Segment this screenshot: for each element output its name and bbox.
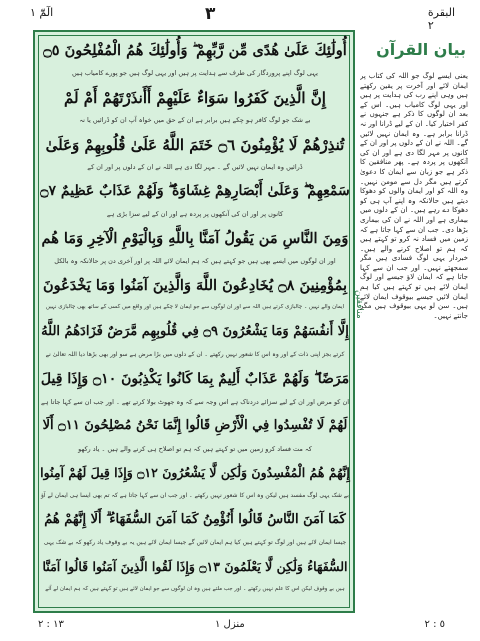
- verse-arabic-line: إِلَّا أَنفُسَهُمْ وَمَا يَشْعُرُونَ ۝٩ فِي قُلُوبِهِم مَّرَضٌ فَزَادَهُمُ اللَّهُ: [41, 324, 349, 339]
- sidebar-text: یعنی ایسے لوگ جو اللہ کی کتاب پر ایمان لائے اور آخرت پر یقین رکھتے ہیں وہی اپنے رب کی ہدایت پر ہیں اور یہی لوگ کامیاب ہیں۔ اس کے بعد ان لوگوں کا ذکر ہے جنہوں نے کفر اختیار کیا۔ ان کے لیے ڈرانا اور نہ ڈرانا برابر ہے۔ وہ ایمان نہیں لائیں گے۔ اللہ نے ان کے دلوں پر اور ان کے کانوں پر مہر لگا دی ہے اور ان کی آنکھوں پر پردہ ہے۔ پھر منافقین کا ذکر ہے جو زبان سے ایمان کا دعویٰ کرتے ہیں مگر دل سے مومن نہیں۔ وہ اللہ کو اور ایمان والوں کو دھوکا دیتے ہیں حالانکہ وہ اپنے آپ ہی کو دھوکا دے رہے ہیں۔ ان کے دلوں میں بیماری ہے اور اللہ نے ان کی بیماری بڑھا دی۔ جب ان سے کہا جاتا ہے کہ زمین میں فساد نہ کرو تو کہتے ہیں کہ ہم تو اصلاح کرنے والے ہیں۔ خبردار یہی لوگ فسادی ہیں مگر سمجھتے نہیں۔ اور جب ان سے کہا جاتا ہے کہ ایمان لاؤ جیسے اور لوگ ایمان لائے ہیں تو کہتے ہیں کیا ہم ایمان لائیں جیسے بیوقوف ایمان لائے ہیں۔ سن لو یہی بیوقوف ہیں مگر جانتے نہیں۔: [360, 72, 468, 320]
- sidebar-marker: منافقین: [354, 290, 364, 319]
- manzil-label: منزل ١: [215, 619, 245, 630]
- quran-page-frame: [33, 30, 355, 613]
- footer-left-ref: ١٣ : ٢: [38, 619, 64, 630]
- verse-translation-line: کہ مت فساد کرو زمین میں تو کہتے ہیں کہ ہم تو اصلاح ہی کرنے والے ہیں ۔ یاد رکھو: [78, 445, 312, 453]
- verse-translation-line: ان کو مرض اور ان کے لیے سزائے دردناک ہے اس وجہ سے کہ وہ جھوٹ بولا کرتے تھے ۔ اور جب ان سے کہا جاتا ہے: [40, 398, 350, 406]
- verse-arabic-line: إِنَّ الَّذِينَ كَفَرُوا سَوَاءٌ عَلَيْهِمْ أَأَنذَرْتَهُمْ أَمْ لَمْ: [64, 89, 326, 107]
- verse-arabic-line: أُولَٰئِكَ عَلَىٰ هُدًى مِّن رَّبِّهِمْ ۖ وَأُولَٰئِكَ هُمُ الْمُفْلِحُونَ ۝٥: [43, 42, 347, 59]
- page-number: ٣: [205, 4, 216, 24]
- verse-translation-line: کرتے بجز اپنی ذات کے اور وہ اس کا شعور نہیں رکھتے ۔ ان کے دلوں میں بڑا مرض ہے سو اور بھی بڑھا دیا اللہ تعالیٰ نے: [45, 351, 345, 358]
- para-name: الٓمّٓ ١: [30, 6, 54, 19]
- verse-arabic-line: بِمُؤْمِنِينَ ۝٨ يُخَادِعُونَ اللَّهَ وَالَّذِينَ آمَنُوا وَمَا يَخْدَعُونَ: [43, 277, 347, 294]
- verse-arabic-line: السُّفَهَاءُ وَلَٰكِن لَّا يَعْلَمُونَ ۝١٣ وَإِذَا لَقُوا الَّذِينَ آمَنُوا قَالُوا آمَنَّا: [42, 559, 348, 574]
- verse-translation-line: بے شک جو لوگ کافر ہو چکے ہیں برابر ہے ان کے حق میں خواہ آپ ان کو ڈرائیں یا نہ: [79, 116, 311, 124]
- verse-translation-line: اور ان لوگوں میں ایسے بھی ہیں جو کہتے ہیں کہ ہم ایمان لائے اللہ پر اور آخری دن پر حالانکہ وہ بالکل: [54, 257, 336, 265]
- verse-translation-line: کانوں پر اور ان کی آنکھوں پر پردہ ہے اور ان کے لیے سزا بڑی ہے: [106, 210, 284, 218]
- verse-arabic-line: سَمْعِهِمْ ۖ وَعَلَىٰ أَبْصَارِهِمْ غِشَاوَةٌ ۖ وَلَهُمْ عَذَابٌ عَظِيمٌ ۝٧: [40, 183, 350, 199]
- sidebar-title: بیان القرآن: [376, 40, 466, 59]
- verse-arabic-line: مَرَضًا ۖ وَلَهُمْ عَذَابٌ أَلِيمٌ بِمَا كَانُوا يَكْذِبُونَ ۝١٠ وَإِذَا قِيلَ: [40, 371, 350, 387]
- verse-translation-line: جیسا ایمان لائے ہیں اور لوگ تو کہتے ہیں کیا ہم ایمان لائیں گے جیسا ایمان لائے ہیں یہ بے وقوف یاد رکھو کہ بے شک یہی: [43, 539, 347, 546]
- commentary-sidebar: [354, 30, 468, 613]
- verse-arabic-line: كَمَا آمَنَ النَّاسُ قَالُوا أَنُؤْمِنُ كَمَا آمَنَ السُّفَهَاءُ ۗ أَلَا إِنَّهُمْ هُمُ: [44, 512, 346, 527]
- surah-name: البقرة ٢: [427, 6, 455, 32]
- verse-arabic-line: تُنذِرْهُمْ لَا يُؤْمِنُونَ ۝٦ خَتَمَ اللَّهُ عَلَىٰ قُلُوبِهِمْ وَعَلَىٰ: [45, 136, 345, 154]
- verse-arabic-line: لَهُمْ لَا تُفْسِدُوا فِي الْأَرْضِ قَالُوا إِنَّمَا نَحْنُ مُصْلِحُونَ ۝١١ أَلَا: [42, 418, 348, 433]
- verse-arabic-line: إِنَّهُمْ هُمُ الْمُفْسِدُونَ وَلَٰكِن لَّا يَشْعُرُونَ ۝١٢ وَإِذَا قِيلَ لَهُمْ آمِنُوا: [40, 465, 350, 480]
- verse-arabic-line: وَمِنَ النَّاسِ مَن يَقُولُ آمَنَّا بِاللَّهِ وَبِالْيَوْمِ الْآخِرِ وَمَا هُم: [41, 230, 349, 247]
- verse-translation-line: ایمان والے نہیں ۔ چالبازی کرتے ہیں اللہ سے اور ان لوگوں سے جو ایمان لا چکے ہیں اور واقع میں کسی کے ساتھ بھی چالبازی نہیں: [45, 304, 345, 310]
- page-header: [0, 4, 480, 32]
- page-footer: [0, 619, 480, 637]
- verse-translation-line: یہی لوگ اپنے پروردگار کی طرف سے ہدایت پر ہیں اور یہی لوگ ہیں جو پورے کامیاب ہیں: [72, 69, 318, 77]
- footer-right-ref: ٥ : ٢: [424, 619, 445, 630]
- verse-translation-line: ڈرائیں وہ ایمان نہیں لائیں گے ۔ مہر لگا دی ہے اللہ نے ان کے دلوں پر اور ان کے: [87, 163, 303, 171]
- verse-translation-line: ہیں بے وقوف لیکن اس کا علم نہیں رکھتے ۔ اور جب ملتے ہیں وہ ان لوگوں سے جو ایمان لائے ہیں تو کہتے ہیں کہ ہم ایمان لے آئے: [45, 586, 345, 592]
- verse-translation-line: بے شک یہی لوگ مفسد ہیں لیکن وہ اس کا شعور نہیں رکھتے ۔ اور جب ان سے کہا جاتا ہے کہ تم بھی ایسا ہی ایمان لے آؤ: [41, 492, 349, 499]
